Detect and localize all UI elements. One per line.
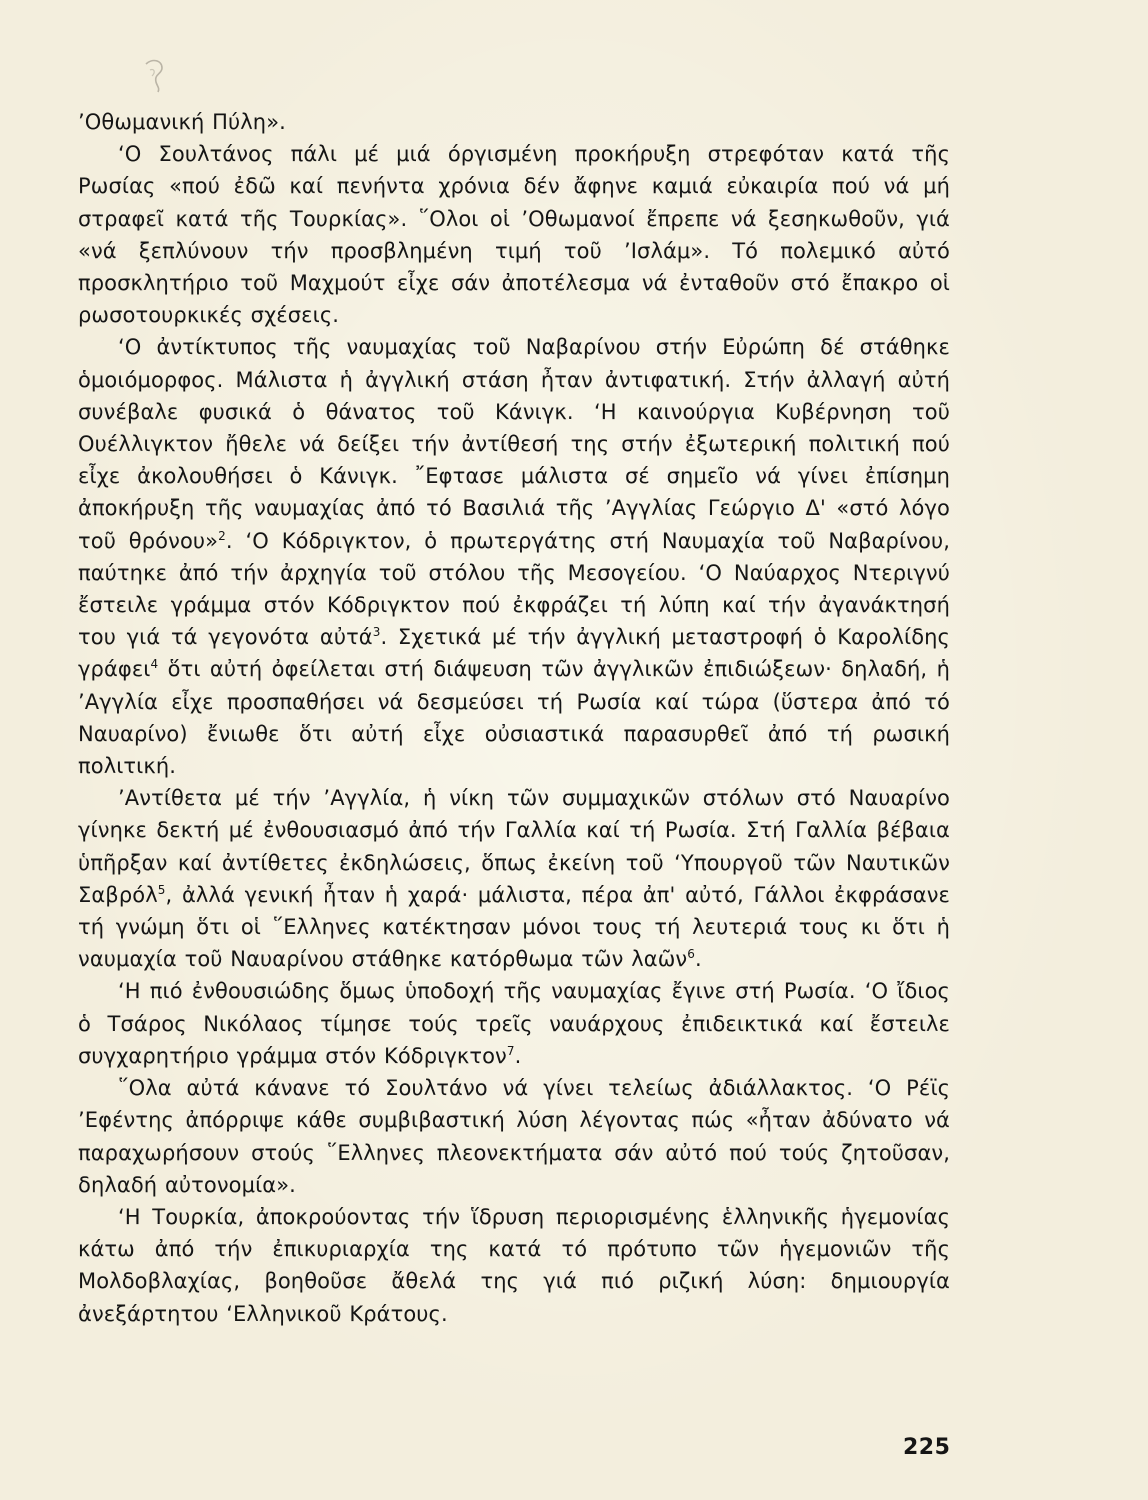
paragraph-text: .: [694, 947, 702, 972]
paragraph-text: ὅτι αὐτή ὀφείλεται στή διάψευση τῶν ἀγγλικῶν ἐπιδιώξεων· δηλαδή, ἡ ’Αγγλία εἶχε προσπαθήσει νά δεσμεύσει τή Ρωσία καί τώρα (ὕστερα ἀπό τό Ναυαρίνο) ἔνιωθε ὅτι αὐτή εἶχε οὐσιαστικά παρασυρθεῖ ἀπό τή ρωσική πολιτική.: [78, 657, 950, 779]
paragraph-text: ’Αντίθετα μέ τήν ’Αγγλία, ἡ νίκη τῶν συμμαχικῶν στόλων στό Ναυαρίνο γίνηκε δεκτή μέ ἐνθουσιασμό ἀπό τήν Γαλλία καί τή Ρωσία. Στή Γαλλία βέβαια ὑπῆρξαν καί ἀντίθετες ἐκδηλώσεις, ὅπως ἐκείνη τοῦ ‘Υπουργοῦ τῶν Ναυτικῶν Σαβρόλ: [78, 786, 950, 907]
ink-blot-icon: [140, 52, 172, 94]
paragraph-text: . Σχετικά μέ τήν ἀγγλική μεταστροφή ὁ Καρολίδης γράφει: [78, 625, 950, 682]
paragraph-text: ’Οθωμανική Πύλη».: [78, 110, 286, 134]
paragraph-text: ‘Η πιό ἐνθουσιώδης ὅμως ὑποδοχή τῆς ναυμαχίας ἔγινε στή Ρωσία. ‘Ο ἴδιος ὁ Τσάρος Νικόλαος τίμησε τούς τρεῖς ναυάρχους ἐπιδεικτικά καί ἔστειλε συγχαρητήριο γράμμα στόν Κόδριγκτον: [78, 979, 950, 1068]
footnote-marker: 4: [150, 657, 159, 672]
paragraph: [78, 782, 950, 975]
paragraph-text: ‘Η Τουρκία, ἀποκρούοντας τήν ἵδρυση περιορισμένης ἑλληνικῆς ἡγεμονίας κάτω ἀπό τήν ἐπικυριαρχία της κατά τό πρότυπο τῶν ἡγεμονιῶν τῆς Μολδοβλαχίας, βοηθοῦσε ἄθελά της γιά πιό ριζική λύση: δημιουργία ἀνεξάρτητου ‘Ελληνικοῦ Κράτους.: [78, 1204, 950, 1326]
footnote-marker: 7: [506, 1043, 515, 1058]
paragraph: [78, 975, 950, 1072]
body-text: [78, 106, 950, 1330]
paragraph-text: . ‘Ο Κόδριγκτον, ὁ πρωτεργάτης στή Ναυμαχία τοῦ Ναβαρίνου, παύτηκε ἀπό τήν ἀρχηγία τοῦ στόλου τῆς Μεσογείου. ‘Ο Ναύαρχος Ντεριγνύ ἔστειλε γράμμα στόν Κόδριγκτον πού ἐκφράζει τή λύπη καί τήν ἀγανάκτησή του γιά τά γεγονότα αὐτά: [78, 528, 950, 650]
footnote-marker: 5: [157, 882, 166, 897]
page-number: 225: [903, 1435, 951, 1460]
paragraph: [78, 331, 950, 782]
paragraph: [78, 1201, 950, 1330]
footnote-marker: 6: [687, 947, 695, 962]
footnote-marker: 2: [218, 528, 226, 543]
paragraph: [78, 1072, 950, 1201]
paragraph: [78, 138, 950, 331]
footnote-marker: 3: [372, 625, 381, 640]
paragraph-text: ‘Ο ἀντίκτυπος τῆς ναυμαχίας τοῦ Ναβαρίνου στήν Εὐρώπη δέ στάθηκε ὁμοιόμορφος. Μάλιστα ἡ ἀγγλική στάση ἦταν ἀντιφατική. Στήν ἀλλαγή αὐτή συνέβαλε φυσικά ὁ θάνατος τοῦ Κάνιγκ. ‘Η καινούργια Κυβέρνηση τοῦ Ουέλλιγκτον ἤθελε νά δείξει τήν ἀντίθεσή της στήν ἐξωτερική πολιτική πού εἶχε ἀκολουθήσει ὁ Κάνιγκ. ῎Εφτασε μάλιστα σέ σημεῖο νά γίνει ἐπίσημη ἀποκήρυξη τῆς ναυμαχίας ἀπό τό Βασιλιά τῆς ’Αγγλίας Γεώργιο Δ' «στό λόγο τοῦ θρόνου»: [78, 335, 950, 553]
paragraph-text: , ἀλλά γενική ἦταν ἡ χαρά· μάλιστα, πέρα ἀπ' αὐτό, Γάλλοι ἐκφράσανε τή γνώμη ὅτι οἱ ῞Ελληνες κατέκτησαν μόνοι τους τή λευτεριά τους κι ὅτι ἡ ναυμαχία τοῦ Ναυαρίνου στάθηκε κατόρθωμα τῶν λαῶν: [78, 882, 950, 972]
paragraph: [78, 106, 950, 138]
paragraph-text: .: [514, 1043, 522, 1068]
paragraph-text: ‘Ο Σουλτάνος πάλι μέ μιά όργισμένη προκήρυξη στρεφόταν κατά τῆς Ρωσίας «πού ἐδῶ καί πενήντα χρόνια δέν ἄφηνε καμιά εὐκαιρία πού νά μή στραφεῖ κατά τῆς Τουρκίας». ῞Ολοι οἱ ’Οθωμανοί ἔπρεπε νά ξεσηκωθοῦν, γιά «νά ξεπλύνουν τήν προσβλημένη τιμή τοῦ ’Ισλάμ». Τό πολεμικό αὐτό προσκλητήριο τοῦ Μαχμούτ εἶχε σάν ἀποτέλεσμα νά ἐνταθοῦν στό ἔπακρο οἱ ρωσοτουρκικές σχέσεις.: [78, 142, 950, 328]
paragraph-text: ῞Ολα αὐτά κάνανε τό Σουλτάνο νά γίνει τελείως ἀδιάλλακτος. ‘Ο Ρέϊς ’Εφέντης ἀπόρριψε κάθε συμβιβαστική λύση λέγοντας πώς «ἦταν ἀδύνατο νά παραχωρήσουν στούς ῞Ελληνες πλεονεκτήματα σάν αὐτό πού τούς ζητοῦσαν, δηλαδή αὐτονομία».: [78, 1076, 950, 1197]
